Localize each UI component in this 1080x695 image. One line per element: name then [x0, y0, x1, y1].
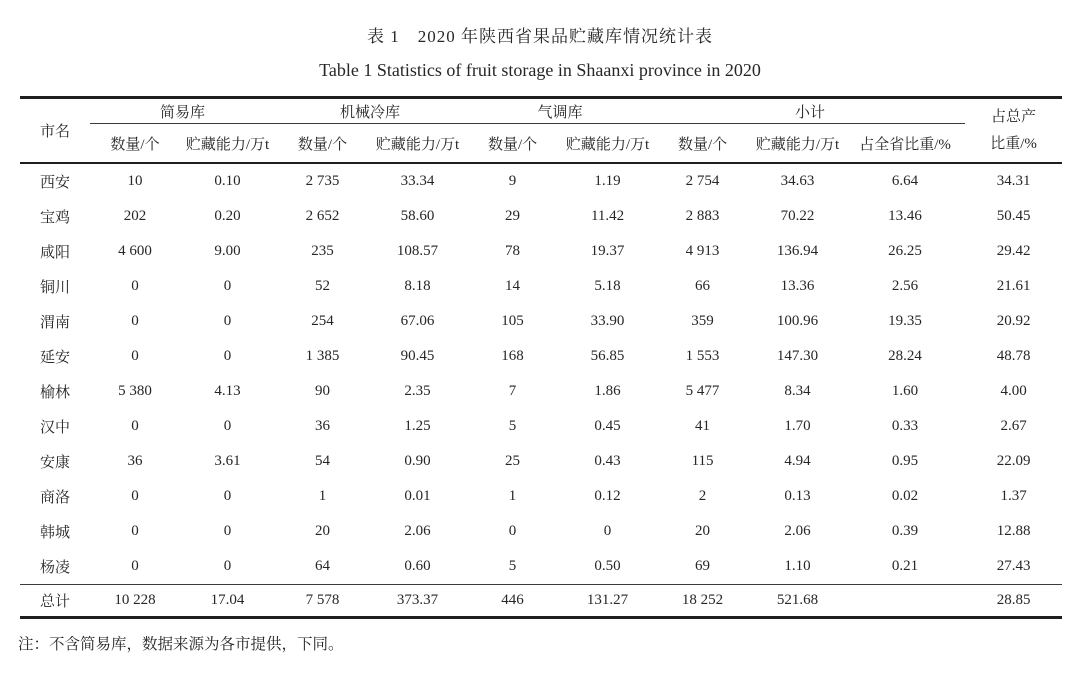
value-cell: 0 — [131, 278, 139, 294]
value-cell: 3.61 — [214, 453, 241, 469]
value-cell: 67.06 — [400, 313, 435, 329]
value-cell: 1 385 — [305, 348, 340, 364]
value-cell: 20.92 — [996, 313, 1031, 329]
table-footnote: 注：不含简易库，数据来源为各市提供，下同。 — [18, 636, 344, 653]
table-row — [20, 163, 1062, 199]
value-cell: 4.94 — [784, 453, 811, 469]
value-cell: 2 — [698, 488, 707, 504]
group-header-mechanical-cold-storage: 机械冷库 — [275, 98, 465, 124]
value-cell: 66 — [695, 278, 711, 294]
value-cell: 12.88 — [996, 523, 1031, 539]
value-cell: 7 578 — [275, 585, 370, 618]
value-cell: 26.25 — [888, 243, 922, 259]
table-row — [20, 514, 1062, 549]
value-cell: 56.85 — [590, 348, 625, 364]
value-cell: 1 553 — [685, 348, 720, 364]
value-cell: 0 — [223, 348, 232, 364]
value-cell: 1.70 — [784, 418, 811, 434]
table-row — [20, 199, 1062, 234]
value-cell: 8.34 — [784, 383, 811, 399]
value-cell: 1.60 — [891, 383, 919, 399]
value-cell: 1.25 — [404, 418, 431, 434]
value-cell: 13.36 — [780, 278, 815, 294]
col-header-capacity: 贮藏能力/万t — [560, 124, 655, 164]
city-cell: 西安 — [39, 175, 70, 191]
value-cell: 0.01 — [404, 488, 431, 504]
table-header — [20, 98, 1062, 164]
table-title-chinese: 表 1 2020 年陕西省果品贮藏库情况统计表 — [367, 27, 713, 46]
city-cell: 延安 — [39, 350, 70, 366]
value-cell: 1.10 — [784, 558, 811, 574]
value-cell: 108.57 — [396, 243, 439, 259]
value-cell: 5 477 — [685, 383, 720, 399]
value-cell: 5 — [508, 418, 517, 434]
col-header-share-line1: 占总产 — [991, 108, 1037, 125]
col-header-provincial-share: 占全省比重/% — [845, 124, 965, 164]
value-cell: 0 — [223, 558, 232, 574]
table-title-english: Table 1 Statistics of fruit storage in Shaanxi province in 2020 — [319, 60, 761, 80]
value-cell: 115 — [691, 453, 714, 469]
city-cell: 商洛 — [39, 490, 70, 506]
value-cell: 28.24 — [888, 348, 922, 364]
col-header-capacity: 贮藏能力/万t — [750, 124, 845, 164]
value-cell: 54 — [315, 453, 331, 469]
value-cell: 5 — [508, 558, 517, 574]
value-cell: 0 — [223, 418, 232, 434]
table-row — [20, 374, 1062, 409]
value-cell: 36 — [315, 418, 331, 434]
value-cell: 0.20 — [214, 208, 241, 224]
value-cell: 0 — [131, 418, 139, 434]
fruit-storage-table — [20, 96, 1062, 619]
value-cell: 9.00 — [214, 243, 241, 259]
group-header-subtotal: 小计 — [655, 98, 965, 124]
col-header-capacity: 贮藏能力/万t — [370, 124, 465, 164]
value-cell: 0.43 — [594, 453, 621, 469]
value-cell: 28.85 — [965, 585, 1062, 618]
value-cell: 147.30 — [776, 348, 819, 364]
value-cell: 2.06 — [784, 523, 811, 539]
value-cell: 0 — [223, 313, 232, 329]
value-cell: 5.18 — [594, 278, 621, 294]
table-row — [20, 234, 1062, 269]
col-header-capacity: 贮藏能力/万t — [180, 124, 275, 164]
value-cell: 29.42 — [996, 243, 1031, 259]
city-cell: 榆林 — [39, 385, 70, 401]
value-cell: 373.37 — [370, 585, 465, 618]
table-row — [20, 339, 1062, 374]
value-cell: 2.56 — [891, 278, 919, 294]
col-header-quantity: 数量/个 — [90, 124, 180, 164]
value-cell: 36 — [127, 453, 143, 469]
value-cell: 359 — [691, 313, 714, 329]
value-cell: 5 380 — [118, 383, 152, 399]
table-body — [20, 163, 1062, 618]
value-cell: 0.21 — [891, 558, 919, 574]
value-cell: 521.68 — [750, 585, 845, 618]
city-cell: 韩城 — [39, 525, 70, 541]
value-cell: 1.19 — [594, 173, 621, 189]
table-row — [20, 549, 1062, 585]
value-cell: 70.22 — [780, 208, 815, 224]
value-cell: 8.18 — [404, 278, 431, 294]
value-cell: 4.00 — [1000, 383, 1027, 399]
value-cell: 168 — [501, 348, 524, 364]
value-cell: 90.45 — [400, 348, 435, 364]
value-cell: 48.78 — [996, 348, 1031, 364]
city-cell: 安康 — [39, 455, 70, 471]
value-cell: 0 — [131, 348, 139, 364]
value-cell: 33.90 — [590, 313, 625, 329]
col-header-quantity: 数量/个 — [655, 124, 750, 164]
value-cell: 0.13 — [784, 488, 811, 504]
group-header-simple-storage: 简易库 — [90, 98, 275, 124]
col-header-share-line2: 比重/% — [990, 135, 1037, 152]
city-cell: 宝鸡 — [39, 210, 70, 226]
city-cell: 总计 — [20, 585, 90, 618]
value-cell: 69 — [695, 558, 711, 574]
value-cell: 0.50 — [594, 558, 621, 574]
value-cell: 0.45 — [594, 418, 621, 434]
value-cell: 2 883 — [685, 208, 720, 224]
table-row — [20, 269, 1062, 304]
value-cell: 7 — [508, 383, 517, 399]
header-sub-row — [20, 124, 1062, 164]
value-cell — [845, 585, 965, 618]
value-cell: 10 228 — [90, 585, 180, 618]
city-cell: 咸阳 — [39, 245, 70, 261]
value-cell: 52 — [315, 278, 331, 294]
value-cell: 34.31 — [996, 173, 1031, 189]
value-cell: 17.04 — [180, 585, 275, 618]
city-cell: 杨凌 — [39, 560, 70, 576]
value-cell: 20 — [695, 523, 711, 539]
value-cell: 0.02 — [891, 488, 919, 504]
value-cell: 0 — [131, 523, 139, 539]
value-cell: 41 — [695, 418, 711, 434]
value-cell: 9 — [508, 173, 517, 189]
value-cell: 1.37 — [1000, 488, 1027, 504]
value-cell: 2.35 — [404, 383, 431, 399]
city-cell: 汉中 — [39, 420, 70, 436]
value-cell: 0.60 — [404, 558, 431, 574]
value-cell: 2 652 — [305, 208, 340, 224]
value-cell: 202 — [123, 208, 147, 224]
col-header-quantity: 数量/个 — [465, 124, 560, 164]
value-cell: 0 — [223, 488, 232, 504]
value-cell: 100.96 — [776, 313, 819, 329]
value-cell: 131.27 — [560, 585, 655, 618]
total-row — [20, 585, 1062, 618]
value-cell: 235 — [311, 243, 334, 259]
value-cell: 0.33 — [891, 418, 919, 434]
col-header-share-of-total-output — [965, 98, 1062, 164]
city-cell: 铜川 — [39, 280, 70, 296]
col-header-city: 市名 — [20, 98, 90, 164]
value-cell: 19.37 — [590, 243, 625, 259]
value-cell: 13.46 — [888, 208, 922, 224]
value-cell: 22.09 — [996, 453, 1031, 469]
value-cell: 25 — [505, 453, 521, 469]
value-cell: 0 — [223, 278, 232, 294]
value-cell: 0 — [603, 523, 612, 539]
value-cell: 0 — [131, 558, 139, 574]
value-cell: 0.39 — [891, 523, 919, 539]
page — [0, 26, 1080, 654]
value-cell: 136.94 — [776, 243, 819, 259]
value-cell: 29 — [505, 208, 521, 224]
value-cell: 0 — [223, 523, 232, 539]
value-cell: 0 — [508, 523, 517, 539]
value-cell: 1.86 — [594, 383, 621, 399]
col-header-quantity: 数量/个 — [275, 124, 370, 164]
value-cell: 2 754 — [685, 173, 720, 189]
value-cell: 4 600 — [118, 243, 152, 259]
table-row — [20, 444, 1062, 479]
value-cell: 105 — [501, 313, 524, 329]
value-cell: 1 — [508, 488, 517, 504]
value-cell: 2.06 — [404, 523, 431, 539]
table-row — [20, 479, 1062, 514]
value-cell: 0.12 — [594, 488, 621, 504]
value-cell: 14 — [505, 278, 521, 294]
value-cell: 1 — [318, 488, 327, 504]
value-cell: 10 — [127, 173, 143, 189]
value-cell: 34.63 — [780, 173, 815, 189]
value-cell: 50.45 — [996, 208, 1031, 224]
value-cell: 2.67 — [1000, 418, 1027, 434]
value-cell: 0.90 — [404, 453, 431, 469]
value-cell: 2 735 — [305, 173, 340, 189]
value-cell: 33.34 — [400, 173, 435, 189]
value-cell: 4.13 — [214, 383, 241, 399]
table-row — [20, 409, 1062, 444]
value-cell: 27.43 — [996, 558, 1031, 574]
group-header-controlled-atmosphere-storage: 气调库 — [465, 98, 655, 124]
value-cell: 11.42 — [590, 208, 625, 224]
city-cell: 渭南 — [39, 315, 70, 331]
value-cell: 254 — [311, 313, 334, 329]
value-cell: 446 — [465, 585, 560, 618]
value-cell: 58.60 — [400, 208, 435, 224]
value-cell: 90 — [315, 383, 331, 399]
value-cell: 0 — [131, 488, 139, 504]
value-cell: 6.64 — [891, 173, 919, 189]
value-cell: 0.95 — [891, 453, 919, 469]
value-cell: 0.10 — [214, 173, 241, 189]
value-cell: 78 — [505, 243, 521, 259]
value-cell: 4 913 — [685, 243, 720, 259]
value-cell: 0 — [131, 313, 139, 329]
value-cell: 20 — [315, 523, 331, 539]
value-cell: 21.61 — [996, 278, 1031, 294]
value-cell: 19.35 — [888, 313, 922, 329]
header-group-row — [20, 98, 1062, 124]
table-row — [20, 304, 1062, 339]
value-cell: 64 — [315, 558, 331, 574]
value-cell: 18 252 — [655, 585, 750, 618]
